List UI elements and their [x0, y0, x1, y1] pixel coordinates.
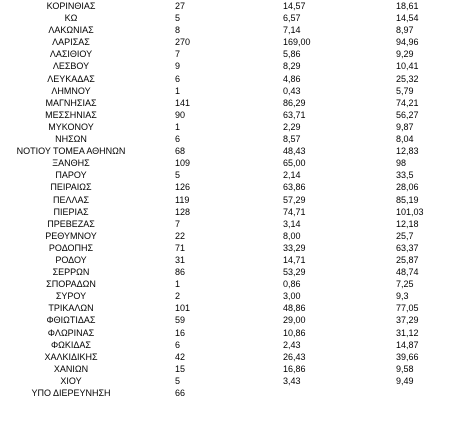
case-count-cell: 86: [175, 267, 186, 278]
case-count-cell: 6: [175, 339, 181, 350]
region-name-cell: ΧΑΝΙΩΝ: [53, 363, 89, 374]
case-count-cell: 9: [175, 61, 181, 72]
previous-value-cell: 12,83: [396, 146, 419, 157]
table-row: [0, 302, 458, 314]
case-count-cell: 59: [175, 315, 186, 326]
rate-value-cell: 10,86: [283, 327, 306, 338]
region-name-cell: ΤΡΙΚΑΛΩΝ: [48, 303, 94, 314]
table-row: [0, 121, 458, 133]
rate-value-cell: 8,29: [283, 61, 301, 72]
table-row: [0, 97, 458, 109]
previous-value-cell: 9,58: [396, 363, 414, 374]
case-count-cell: 5: [175, 13, 181, 24]
table-row: [0, 145, 458, 157]
region-name-cell: ΠΙΕΡΙΑΣ: [53, 206, 89, 217]
table-row: [0, 109, 458, 121]
region-name-cell: ΝΟΤΙΟΥ ΤΟΜΕΑ ΑΘΗΝΩΝ: [16, 146, 126, 157]
rate-value-cell: 5,86: [283, 49, 301, 60]
rate-value-cell: 48,43: [283, 146, 306, 157]
rate-value-cell: 2,14: [283, 170, 301, 181]
rate-value-cell: 3,14: [283, 218, 301, 229]
previous-value-cell: 12,18: [396, 218, 419, 229]
table-row: [0, 0, 458, 12]
table-row: [0, 36, 458, 48]
region-name-cell: ΧΑΛΚΙΔΙΚΗΣ: [44, 351, 98, 362]
previous-value-cell: 14,87: [396, 339, 419, 350]
region-name-cell: ΛΑΣΙΘΙΟΥ: [49, 49, 93, 60]
region-name-cell: ΜΑΓΝΗΣΙΑΣ: [45, 97, 97, 108]
case-count-cell: 5: [175, 170, 181, 181]
previous-value-cell: 98: [396, 158, 407, 169]
previous-value-cell: 25,7: [396, 230, 414, 241]
region-name-cell: ΡΕΘΥΜΝΟΥ: [45, 230, 97, 241]
previous-value-cell: 33,5: [396, 170, 414, 181]
table-row: [0, 24, 458, 36]
region-name-cell: ΛΗΜΝΟΥ: [51, 85, 91, 96]
previous-value-cell: 14,54: [396, 13, 419, 24]
case-count-cell: 1: [175, 121, 181, 132]
region-name-cell: ΥΠΟ ΔΙΕΡΕΥΝΗΣΗ: [31, 388, 111, 398]
case-count-cell: 6: [175, 134, 181, 145]
rate-value-cell: 0,43: [283, 85, 301, 96]
region-name-cell: ΦΛΩΡΙΝΑΣ: [47, 327, 95, 338]
region-name-cell: ΛΑΚΩΝΙΑΣ: [48, 25, 94, 36]
previous-value-cell: 18,61: [396, 1, 419, 11]
region-name-cell: ΣΥΡΟΥ: [55, 291, 87, 302]
case-count-cell: 7: [175, 49, 181, 60]
table-row: [0, 181, 458, 193]
case-count-cell: 1: [175, 279, 181, 290]
rate-value-cell: 8,57: [283, 134, 301, 145]
table-row: [0, 242, 458, 254]
case-count-cell: 128: [175, 206, 191, 217]
case-count-cell: 42: [175, 351, 186, 362]
region-name-cell: ΝΗΣΩΝ: [55, 134, 87, 145]
previous-value-cell: 37,29: [396, 315, 419, 326]
case-count-cell: 31: [175, 254, 186, 265]
case-count-cell: 71: [175, 242, 186, 253]
table-row: [0, 266, 458, 278]
table-row: [0, 375, 458, 387]
rate-value-cell: 0,86: [283, 279, 301, 290]
rate-value-cell: 63,86: [283, 182, 306, 193]
table-row: [0, 194, 458, 206]
previous-value-cell: 39,66: [396, 351, 419, 362]
region-name-cell: ΛΑΡΙΣΑΣ: [52, 37, 90, 48]
table-row: [0, 290, 458, 302]
previous-value-cell: 10,41: [396, 61, 419, 72]
previous-value-cell: 74,21: [396, 97, 419, 108]
table-row: [0, 254, 458, 266]
case-count-cell: 27: [175, 1, 186, 11]
previous-value-cell: 7,25: [396, 279, 414, 290]
previous-value-cell: 9,87: [396, 121, 414, 132]
case-count-cell: 126: [175, 182, 191, 193]
previous-value-cell: 77,05: [396, 303, 419, 314]
case-count-cell: 270: [175, 37, 191, 48]
rate-value-cell: 2,29: [283, 121, 301, 132]
region-name-cell: ΛΕΣΒΟΥ: [52, 61, 90, 72]
previous-value-cell: 31,12: [396, 327, 419, 338]
region-name-cell: ΚΟΡΙΝΘΙΑΣ: [46, 1, 96, 11]
case-count-cell: 15: [175, 363, 186, 374]
rate-value-cell: 86,29: [283, 97, 306, 108]
case-count-cell: 2: [175, 291, 181, 302]
case-count-cell: 8: [175, 25, 181, 36]
table-row: [0, 169, 458, 181]
previous-value-cell: 9,3: [396, 291, 409, 302]
region-name-cell: ΠΡΕΒΕΖΑΣ: [47, 218, 95, 229]
previous-value-cell: 101,03: [396, 206, 424, 217]
rate-value-cell: 53,29: [283, 267, 306, 278]
rate-value-cell: 26,43: [283, 351, 306, 362]
region-name-cell: ΠΕΛΛΑΣ: [52, 194, 90, 205]
rate-value-cell: 16,86: [283, 363, 306, 374]
rate-value-cell: 33,29: [283, 242, 306, 253]
rate-value-cell: 63,71: [283, 109, 306, 120]
region-name-cell: ΣΠΟΡΑΔΩΝ: [46, 279, 96, 290]
region-name-cell: ΠΕΙΡΑΙΩΣ: [50, 182, 92, 193]
table-row: [0, 327, 458, 339]
rate-value-cell: 2,43: [283, 339, 301, 350]
case-count-cell: 1: [175, 85, 181, 96]
rate-value-cell: 74,71: [283, 206, 306, 217]
region-name-cell: ΞΑΝΘΗΣ: [52, 158, 90, 169]
case-count-cell: 7: [175, 218, 181, 229]
rate-value-cell: 8,00: [283, 230, 301, 241]
table-row: [0, 339, 458, 351]
previous-value-cell: 63,37: [396, 242, 419, 253]
region-name-cell: ΡΟΔΟΥ: [55, 254, 87, 265]
table-row: [0, 133, 458, 145]
rate-value-cell: 3,43: [283, 375, 301, 386]
rate-value-cell: 4,86: [283, 73, 301, 84]
previous-value-cell: 85,19: [396, 194, 419, 205]
table-row: [0, 314, 458, 326]
region-name-cell: ΜΥΚΟΝΟΥ: [48, 121, 94, 132]
table-row: [0, 85, 458, 97]
rate-value-cell: 14,71: [283, 254, 306, 265]
table-row: [0, 387, 458, 399]
table-row: [0, 157, 458, 169]
table-row: [0, 230, 458, 242]
case-count-cell: 119: [175, 194, 190, 205]
table-row: [0, 12, 458, 24]
rate-value-cell: 6,57: [283, 13, 301, 24]
table-row: [0, 206, 458, 218]
previous-value-cell: 25,32: [396, 73, 419, 84]
region-name-cell: ΛΕΥΚΑΔΑΣ: [47, 73, 95, 84]
previous-value-cell: 5,79: [396, 85, 414, 96]
rate-value-cell: 57,29: [283, 194, 306, 205]
rate-value-cell: 65,00: [283, 158, 306, 169]
case-count-cell: 16: [175, 327, 186, 338]
previous-value-cell: 9,29: [396, 49, 414, 60]
rate-value-cell: 48,86: [283, 303, 306, 314]
rate-value-cell: 3,00: [283, 291, 301, 302]
region-name-cell: ΡΟΔΟΠΗΣ: [48, 242, 94, 253]
table-row: [0, 60, 458, 72]
rate-value-cell: 7,14: [283, 25, 301, 36]
case-count-cell: 90: [175, 109, 186, 120]
region-name-cell: ΠΑΡΟΥ: [55, 170, 87, 181]
case-count-cell: 109: [175, 158, 191, 169]
rate-value-cell: 169,00: [283, 37, 311, 48]
table-row: [0, 363, 458, 375]
case-count-cell: 68: [175, 146, 186, 157]
previous-value-cell: 8,04: [396, 134, 414, 145]
previous-value-cell: 48,74: [396, 267, 419, 278]
case-count-cell: 22: [175, 230, 186, 241]
previous-value-cell: 56,27: [396, 109, 419, 120]
region-name-cell: ΚΩ: [64, 13, 78, 24]
previous-value-cell: 25,87: [396, 254, 419, 265]
region-name-cell: ΧΙΟΥ: [60, 375, 82, 386]
case-count-cell: 6: [175, 73, 181, 84]
case-count-cell: 5: [175, 375, 181, 386]
table-row: [0, 218, 458, 230]
region-name-cell: ΦΘΙΩΤΙΔΑΣ: [46, 315, 96, 326]
previous-value-cell: 94,96: [396, 37, 419, 48]
case-count-cell: 101: [175, 303, 191, 314]
region-name-cell: ΜΕΣΣΗΝΙΑΣ: [45, 109, 97, 120]
rate-value-cell: 14,57: [283, 1, 306, 11]
region-name-cell: ΦΩΚΙΔΑΣ: [51, 339, 91, 350]
region-name-cell: ΣΕΡΡΩΝ: [52, 267, 90, 278]
rate-value-cell: 29,00: [283, 315, 306, 326]
case-count-cell: 66: [175, 388, 186, 398]
previous-value-cell: 28,06: [396, 182, 419, 193]
table-row: [0, 278, 458, 290]
previous-value-cell: 8,97: [396, 25, 414, 36]
table-row: [0, 48, 458, 60]
table-row: [0, 73, 458, 85]
table-row: [0, 351, 458, 363]
previous-value-cell: 9,49: [396, 375, 414, 386]
case-count-cell: 141: [175, 97, 191, 108]
